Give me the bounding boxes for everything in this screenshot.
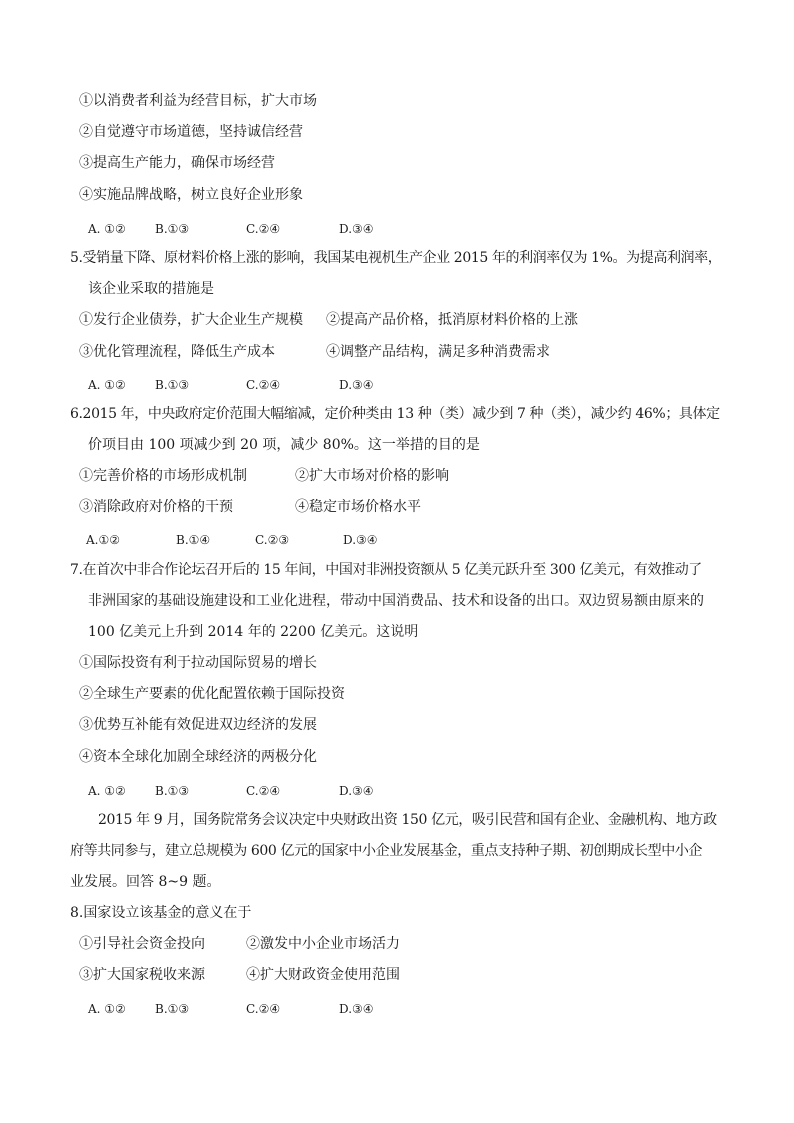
q7-stem-line-2: 非洲国家的基础设施建设和工业化进程，带动中国消费品、技术和设备的出口。双边贸易额由原来的: [88, 593, 704, 609]
q5-stem-line-1: 5.受销量下降、原材料价格上涨的影响，我国某电视机生产企业 2015 年的利润率仅为 1%。为提高利润率，: [70, 250, 722, 266]
q6-item-3: ③消除政府对价格的干预: [79, 499, 233, 515]
passage-line-2: 府等共同参与，建立总规模为 600 亿元的国家中小企业发展基金，重点支持种子期、初创期成长型中小企: [70, 843, 703, 859]
q6-stem-line-1: 6.2015 年，中央政府定价范围大幅缩减，定价种类由 13 种（类）减少到 7 种（类），减少约 46%；具体定: [70, 406, 720, 422]
q5-item-3: ③优化管理流程，降低生产成本: [79, 344, 275, 360]
q4-option-a: A. ①②: [88, 222, 126, 236]
q6-option-b: B.①④: [176, 533, 211, 547]
q4-item-2: ②自觉遵守市场道德，坚持诚信经营: [79, 124, 303, 140]
q7-item-1: ①国际投资有利于拉动国际贸易的增长: [79, 655, 317, 671]
q4-item-3: ③提高生产能力，确保市场经营: [79, 155, 275, 171]
q7-stem-line-3: 100 亿美元上升到 2014 年的 2200 亿美元。这说明: [88, 624, 419, 640]
q5-item-1: ①发行企业债券，扩大企业生产规模: [79, 312, 303, 328]
q5-option-b: B.①③: [155, 378, 190, 392]
q5-item-2: ②提高产品价格，抵消原材料价格的上涨: [326, 312, 578, 328]
q6-option-d: D.③④: [343, 533, 378, 547]
q8-option-d: D.③④: [339, 1002, 374, 1016]
q4-item-1: ①以消费者利益为经营目标，扩大市场: [79, 93, 317, 109]
q5-item-4: ④调整产品结构，满足多种消费需求: [326, 344, 550, 360]
q4-option-d: D.③④: [339, 222, 374, 236]
q7-stem-line-1: 7.在首次中非合作论坛召开后的 15 年间，中国对非洲投资额从 5 亿美元跃升至 300 亿美元，有效推动了: [70, 562, 702, 578]
q5-option-c: C.②④: [246, 378, 281, 392]
q5-option-d: D.③④: [339, 378, 374, 392]
q6-option-c: C.②③: [255, 533, 290, 547]
q7-item-2: ②全球生产要素的优化配置依赖于国际投资: [79, 686, 345, 702]
q6-item-2: ②扩大市场对价格的影响: [295, 468, 449, 484]
q8-item-2: ②激发中小企业市场活力: [246, 936, 400, 952]
q8-stem: 8.国家设立该基金的意义在于: [70, 905, 252, 921]
q4-item-4: ④实施品牌战略，树立良好企业形象: [79, 187, 303, 203]
q6-item-1: ①完善价格的市场形成机制: [79, 468, 247, 484]
q5-stem-line-2: 该企业采取的措施是: [88, 281, 214, 297]
passage-line-1: 2015 年 9 月，国务院常务会议决定中央财政出资 150 亿元，吸引民营和国有企业、金融机构、地方政: [98, 812, 717, 828]
q7-item-4: ④资本全球化加剧全球经济的两极分化: [79, 749, 317, 765]
q4-option-b: B.①③: [155, 222, 190, 236]
q7-item-3: ③优势互补能有效促进双边经济的发展: [79, 717, 317, 733]
q6-stem-line-2: 价项目由 100 项减少到 20 项，减少 80%。这一举措的目的是: [88, 437, 480, 453]
q6-option-a: A.①②: [86, 533, 120, 547]
q8-item-1: ①引导社会资金投向: [79, 936, 205, 952]
q6-item-4: ④稳定市场价格水平: [295, 499, 421, 515]
q7-option-d: D.③④: [339, 784, 374, 798]
q4-option-c: C.②④: [246, 222, 281, 236]
q8-option-c: C.②④: [246, 1002, 281, 1016]
q7-option-a: A. ①②: [88, 784, 126, 798]
q7-option-c: C.②④: [246, 784, 281, 798]
q5-option-a: A. ①②: [88, 378, 126, 392]
q7-option-b: B.①③: [155, 784, 190, 798]
q8-option-b: B.①③: [155, 1002, 190, 1016]
q8-item-4: ④扩大财政资金使用范围: [246, 967, 400, 983]
q8-item-3: ③扩大国家税收来源: [79, 967, 205, 983]
q8-option-a: A. ①②: [88, 1002, 126, 1016]
passage-line-3: 业发展。回答 8~9 题。: [70, 874, 221, 890]
